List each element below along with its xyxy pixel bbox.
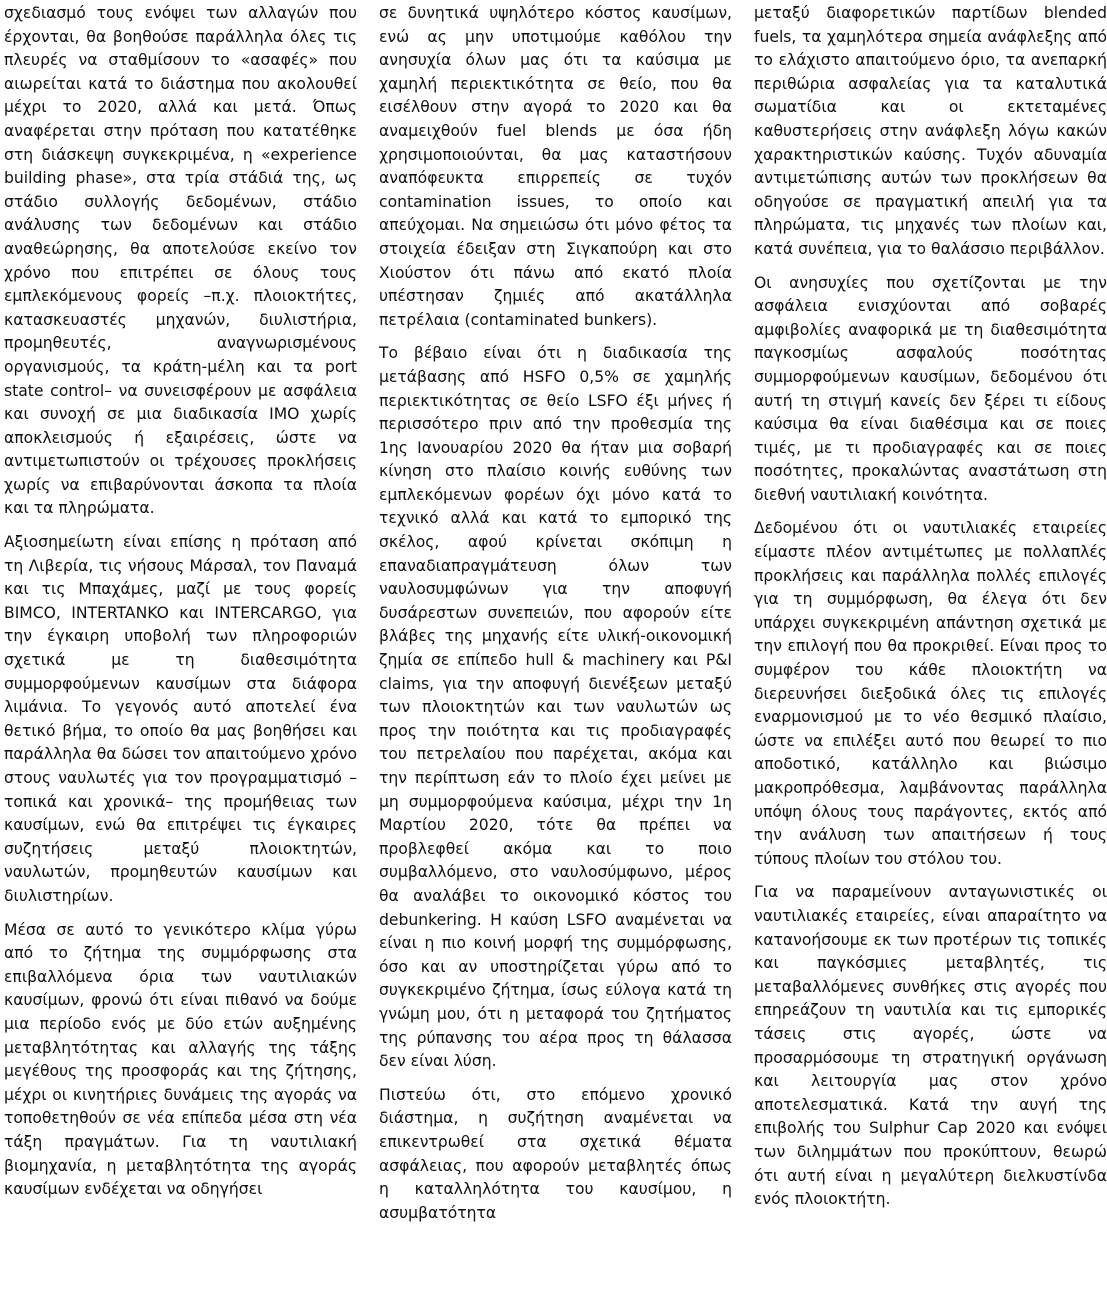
column-3-paragraph-2: Οι ανησυχίες που σχετίζονται με την ασφάλεια ενισχύονται από σοβαρές αμφιβολίες αναφορικά με τη διαθεσιμότητα παγκοσμίως ασφαλούς ποσότητας συμμορφούμενων καυσίμων, δεδομένου ότι αυτή τη στιγμή κανείς δεν ξέρει τι είδους καύσιμα θα είναι διαθέσιμα και σε ποιες τιμές, με τι προδιαγραφές και σε ποιες ποσότητες, προκαλώντας αναστάτωση στη διεθνή ναυτιλιακή κοινότητα.: [754, 273, 1107, 504]
column-1-paragraph-2: Αξιοσημείωτη είναι επίσης η πρόταση από τη Λιβερία, τις νήσους Μάρσαλ, τον Παναμά και τις Μπαχάμες, μαζί με τους φορείς BIMCO, INTERTANKO και INTERCARGO, για την έγκαιρη υποβολή των πληροφοριών σχετικά με τη διαθεσιμότητα συμμορφούμενων καυσίμων στα διάφορα λιμάνια. Το γεγονός αυτό αποτελεί ένα θετικό βήμα, το οποίο θα μας βοηθήσει και παράλληλα θα δώσει τον απαιτούμενο χρόνο στους ναυλωτές για τον προγραμματισμό –τοπικά και χρονικά– της προμήθειας των καυσίμων, ενώ θα επιτρέψει τις έγκαιρες συζητήσεις μεταξύ πλοιοκτητών, ναυλωτών, προμηθευτών καυσίμων και διυλιστηρίων.: [4, 533, 357, 905]
column-3-paragraph-3: Δεδομένου ότι οι ναυτιλιακές εταιρείες είμαστε πλέον αντιμέτωπες με πολλαπλές προκλήσεις και παράλληλα πολλές επιλογές για τη συμμόρφωση, θα έλεγα ότι δεν υπάρχει συγκεκριμένη απάντηση σχετικά με την επιλογή που θα προκριθεί. Είναι προς το συμφέρον του κάθε πλοιοκτήτη να διερευνήσει διεξοδικά όλες τις επιλογές εναρμονισμού με το νέο θεσμικό πλαίσιο, ώστε να επιλέξει αυτό που θεωρεί το πιο αποδοτικό, κατάλληλο και βιώσιμο μακροπρόθεσμα, λαμβάνοντας παράλληλα υπόψη όλους τους παράγοντες, εκτός από την ανάλυση των απαιτήσεων ή τους τύπους πλοίων του στόλου του.: [754, 519, 1107, 868]
column-3-paragraph-4: Για να παραμείνουν ανταγωνιστικές οι ναυτιλιακές εταιρείες, είναι απαραίτητο να κατανοήσουμε εκ των προτέρων τις τοπικές και παγκόσμιες μεταβλητές, τις μεταβαλλόμενες συνθήκες στις αγορές που επηρεάζουν τη ναυτιλία και τις εμπορικές τάσεις στις αγορές, ώστε να προσαρμόσουμε τη στρατηγική οργάνωση και λειτουργία μας στον χρόνο αποτελεσματικά. Κατά την αυγή της επιβολής του Sulphur Cap 2020 και ενόψει των διλημμάτων που προκύπτουν, θεωρώ ότι αυτή είναι η μεγαλύτερη διελκυστίνδα ενός πλοιοκτήτη.: [754, 883, 1107, 1209]
column-1: [0, 2, 357, 1291]
column-3-paragraph-1: μεταξύ διαφορετικών παρτίδων blended fuels, τα χαμηλότερα σημεία ανάφλεξης από το ελάχιστο απαιτούμενο όριο, τα ανεπαρκή περιθώρια ασφαλείας για τα καταλυτικά σωματίδια και οι εκτεταμένες καθυστερήσεις στην ανάφλεξη λόγω κακών χαρακτηριστικών καύσης. Τυχόν αδυναμία αντιμετώπισης αυτών των προκλήσεων θα οδηγούσε σε πραγματική απειλή για τα πληρώματα, τις μηχανές των πλοίων και, κατά συνέπεια, για το θαλάσσιο περιβάλλον.: [754, 4, 1107, 258]
column-1-paragraph-1: σχεδιασμό τους ενόψει των αλλαγών που έρχονται, θα βοηθούσε παράλληλα όλες τις πλευρές να σταθμίσουν το «ασαφές» που αιωρείται κατά το διάστημα που ακολουθεί μέχρι το 2020, αλλά και μετά. Όπως αναφέρεται στην πρόταση που κατατέθηκε στη διάσκεψη συγκεκριμένα, η «experience building phase», στα τρία στάδιά της, ως στάδιο συλλογής δεδομένων, στάδιο ανάλυσης των δεδομένων και στάδιο αναθεώρησης, θα αποτελούσε εκείνο τον χρόνο που επιτρέπει σε όλους τους εμπλεκόμενους φορείς –π.χ. πλοιοκτήτες, κατασκευαστές μηχανών, διυλιστήρια, προμηθευτές, αναγνωρισμένους οργανισμούς, τα κράτη-μέλη και τα port state control– να συνεισφέρουν με ασφάλεια και συνοχή σε μια διαδικασία ΙΜΟ χωρίς αποκλεισμούς ή εξαιρέσεις, ώστε να αντιμετωπιστούν οι τρέχουσες προκλήσεις χωρίς να επιβαρύνονται άσκοπα τα πλοία και τα πληρώματα.: [4, 4, 357, 518]
article-columns: [0, 2, 1107, 1291]
column-1-paragraph-3: Μέσα σε αυτό το γενικότερο κλίμα γύρω από το ζήτημα της συμμόρφωσης στα επιβαλλόμενα όρια των ναυτιλιακών καυσίμων, φρονώ ότι είναι πιθανό να δούμε μια περίοδο ενός με δύο ετών αυξημένης μεταβλητότητας και αλλαγής της τάξης μεγέθους της προσφοράς και της ζήτησης, μέχρι οι κινητήριες δυνάμεις της αγοράς να τοποθετηθούν σε νέα επίπεδα μέσα στη νέα τάξη πραγμάτων. Για τη ναυτιλιακή βιομηχανία, η μεταβλητότητα της αγοράς καυσίμων ενδέχεται να οδηγήσει: [4, 920, 357, 1199]
column-2: [375, 2, 732, 1291]
column-2-paragraph-2: Το βέβαιο είναι ότι η διαδικασία της μετάβασης από HSFO 0,5% σε χαμηλής περιεκτικότητας σε θείο LSFO έξι μήνες ή περισσότερο πριν από την προθεσμία της 1ης Ιανουαρίου 2020 θα ήταν μια σοβαρή κίνηση στο πλαίσιο κοινής ευθύνης των εμπλεκόμενων φορέων όχι μόνο κατά το τεχνικό αλλά και κατά το εμπορικό της σκέλος, αφού κρίνεται σκόπιμη η επαναδιαπραγμάτευση όλων των ναυλοσυμφώνων για την αποφυγή δυσάρεστων συνεπειών, που αφορούν είτε βλάβες της μηχανής είτε υλική-οικονομική ζημία σε επίπεδο hull & machinery και P&I claims, για την αποφυγή διενέξεων μεταξύ των πλοιοκτητών και των ναυλωτών ως προς την ποιότητα και τις προδιαγραφές του πετρελαίου που παρέχεται, ακόμα και την περίπτωση εάν το πλοίο έχει μείνει με μη συμμορφούμενα καύσιμα, μέχρι την 1η Μαρτίου 2020, τότε θα πρέπει να προβλεφθεί ακόμα και το ποιο συμβαλλόμενο, στο ναυλοσύμφωνο, μέρος θα αναλάβει το οικονομικό κόστος του debunkering. Η καύση LSFO αναμένεται να είναι η πιο κοινή μορφή της συμμόρφωσης, όσο και αν υποστηρίζεται γύρω από το συγκεκριμένο ζήτημα, ίσως εύλογα κατά τη γνώμη μου, ότι η μεταφορά του ζητήματος της ρύπανσης του αέρα προς τη θάλασσα δεν είναι λύση.: [379, 344, 732, 1071]
column-2-paragraph-3: Πιστεύω ότι, στο επόμενο χρονικό διάστημα, η συζήτηση αναμένεται να επικεντρωθεί στα σχετικά θέματα ασφάλειας, που αφορούν μεταβλητές όπως η καταλληλότητα του καυσίμου, η ασυμβατότητα: [379, 1085, 732, 1222]
column-2-paragraph-1: σε δυνητικά υψηλότερο κόστος καυσίμων, ενώ ας μην υποτιμούμε καθόλου την ανησυχία όλων μας ότι τα καύσιμα με χαμηλή περιεκτικότητα σε θείο, που θα εισέλθουν στην αγορά το 2020 και θα αναμειχθούν fuel blends με όσα ήδη χρησιμοποιούνται, θα μας καταστήσουν αναπόφευκτα επιρρεπείς σε τυχόν contamination issues, το οποίο και απεύχομαι. Να σημειώσω ότι μόνο φέτος τα στοιχεία έδειξαν στη Σιγκαπούρη και στο Χιούστον ότι πάνω από εκατό πλοία υπέστησαν ζημιές από ακατάλληλα πετρέλαια (contaminated bunkers).: [379, 4, 732, 329]
column-3: [750, 2, 1107, 1291]
